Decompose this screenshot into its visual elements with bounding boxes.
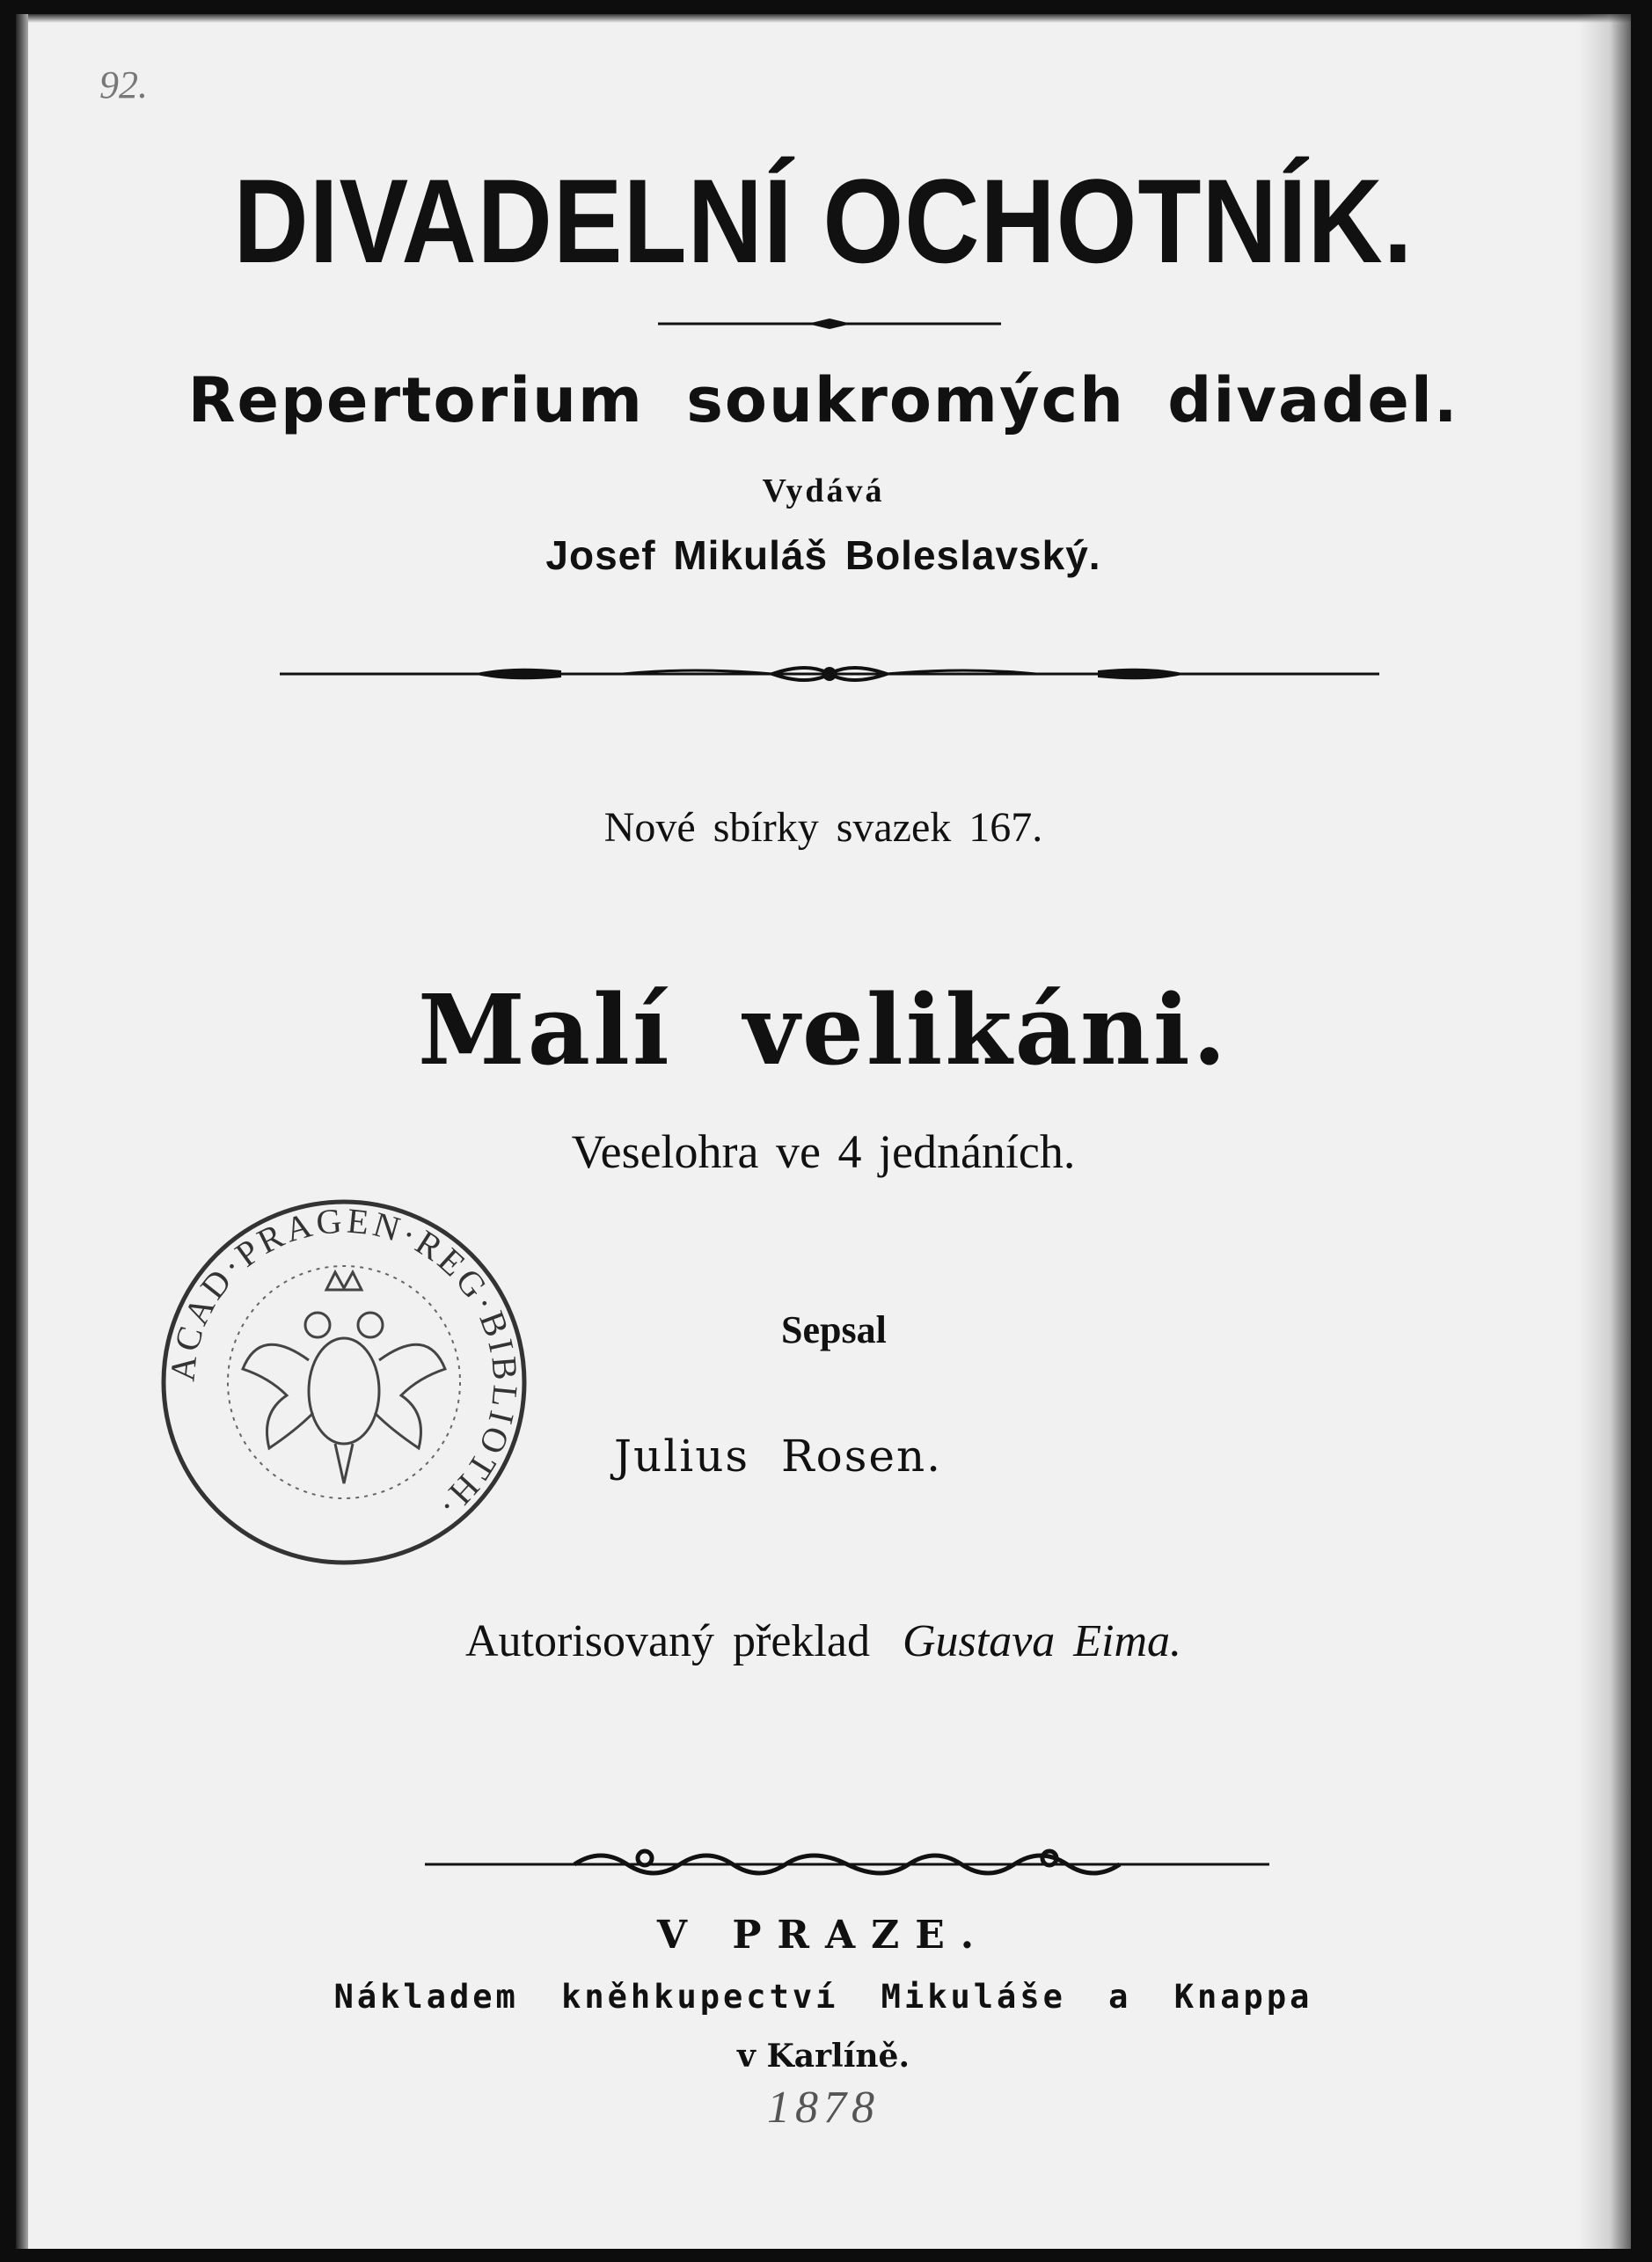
stamp-text: ACAD·PRAGEN·REG·BIBLIOTH· [162,1200,526,1528]
page-top-shadow [16,14,1631,23]
library-stamp [155,1193,533,1571]
translator-name: Gustava Eima. [902,1616,1182,1666]
publication-city: V PRAZE. [656,1913,990,1958]
publisher-label: Vydává [762,472,885,509]
volume-number: Nové sbírky svazek 167. [603,804,1043,851]
double-headed-eagle-icon [243,1272,445,1483]
handwritten-year: 1878 [767,2083,880,2133]
play-title: Malí velikáni. [418,973,1229,1087]
title-rule [658,313,1001,334]
shelfmark-number: 92. [99,63,148,106]
imprint-place: v Karlíně. [737,2038,910,2075]
series-title: DIVADELNÍ OCHOTNÍK. [233,155,1414,289]
publisher-name: Josef Mikuláš Boleslavský. [545,532,1101,578]
series-subtitle: Repertorium soukromých divadel. [187,364,1459,436]
title-page [16,14,1631,2249]
publisher-imprint: Nákladem kněhkupectví Mikuláše a Knappa [333,1978,1313,2016]
ornamental-rule-top [280,656,1379,692]
written-by-label: Sepsal [781,1308,887,1351]
translation-credit [16,1615,1631,1667]
ornamental-rule-bottom [425,1842,1269,1886]
author-name: Julius Rosen. [614,1431,943,1482]
translation-label: Autorisovaný překlad [464,1616,870,1666]
genre-line: Veselohra ve 4 jednáních. [571,1125,1076,1178]
